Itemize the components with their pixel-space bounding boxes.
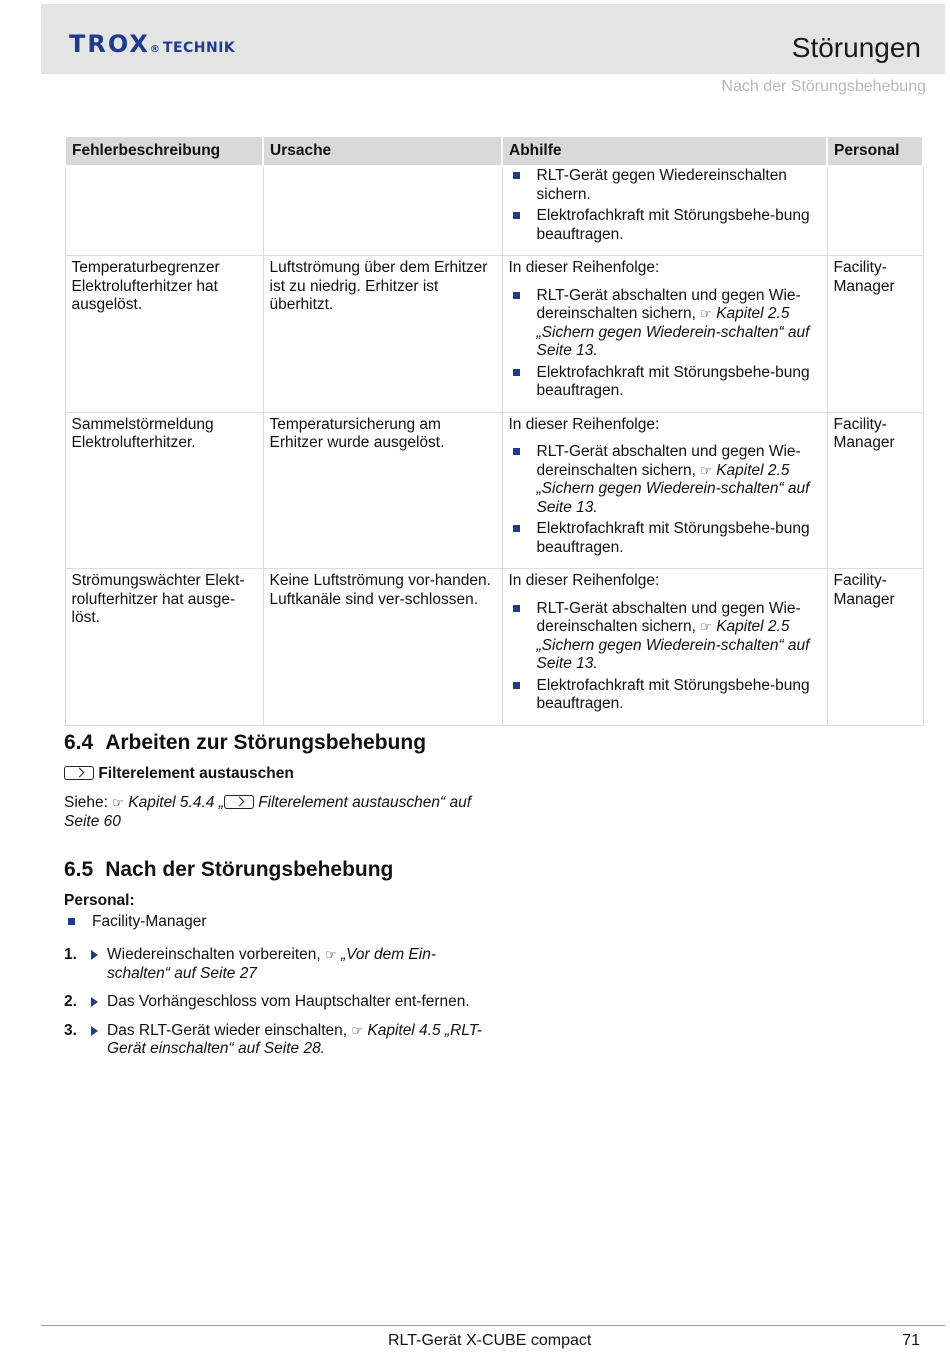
section-heading-6-5: 6.5 Nach der Störungsbehebung	[64, 858, 394, 881]
fault-table	[64, 135, 924, 726]
chapter-link[interactable]: ☞ Kapitel 4.5 „RLT-Gerät einschalten“ auf Seite 28.	[107, 1021, 482, 1057]
error-cell: Temperaturbegrenzer Elektrolufterhitzer hat ausgelöst.	[65, 256, 263, 413]
personnel-list	[64, 913, 464, 934]
section-subtitle: Nach der Störungsbehebung	[721, 78, 926, 95]
chapter-link[interactable]: ☞ Kapitel 5.4.4 „ Filterelement austauschen“ auf Seite 60	[64, 794, 472, 830]
personnel-cell: Facility-Manager	[827, 412, 923, 569]
personnel-cell: Facility-Manager	[827, 569, 923, 726]
logo-registered: ®	[149, 44, 160, 55]
task-step-icon	[224, 795, 254, 809]
remedy-item: Elektrofachkraft mit Störungsbehe-bung beauftragen.	[509, 207, 821, 244]
task-step-icon	[64, 766, 94, 780]
error-cell: Sammelstörmeldung Elektrolufterhitzer.	[65, 412, 263, 569]
remedy-cell	[502, 412, 827, 569]
table-header-row	[65, 136, 923, 166]
procedure-steps	[64, 946, 484, 1069]
col-header-remedy: Abhilfe	[502, 136, 827, 166]
chapter-title: Störungen	[791, 32, 921, 63]
procedure-step: 2. Das Vorhängeschloss vom Hauptschalter ent-fernen.	[64, 993, 470, 1010]
task-heading: Filterelement austauschen	[64, 765, 294, 783]
col-header-cause: Ursache	[263, 136, 502, 166]
col-header-personnel: Personal	[827, 136, 923, 166]
remedy-item: Elektrofachkraft mit Störungsbehe-bung beauftragen.	[509, 364, 821, 401]
remedy-intro: In dieser Reihenfolge:	[508, 259, 660, 276]
reference-arrow-icon: ☞	[700, 306, 712, 321]
remedy-item: RLT-Gerät abschalten und gegen Wie-dereinschalten sichern, ☞ Kapitel 2.5 „Sichern gegen Wiederein-schalten“ auf Seite 13.	[509, 287, 821, 361]
footer-document-title: RLT-Gerät X-CUBE compact	[388, 1332, 592, 1349]
cause-cell: Luftströmung über dem Erhitzer ist zu niedrig. Erhitzer ist überhitzt.	[263, 256, 502, 413]
step-arrow-icon	[91, 997, 98, 1007]
chapter-link[interactable]: ☞ „Vor dem Ein-schalten“ auf Seite 27	[107, 946, 436, 982]
table-row-continued	[65, 166, 923, 256]
logo-main: TROX	[69, 30, 150, 58]
section-heading-6-4: 6.4 Arbeiten zur Störungsbehebung	[64, 731, 427, 754]
reference-arrow-icon: ☞	[700, 462, 712, 478]
logo-sub: TECHNIK	[162, 40, 236, 56]
table-row	[65, 569, 923, 726]
cause-cell: Keine Luftströmung vor-handen. Luftkanäle sind ver-schlossen.	[263, 569, 502, 726]
remedy-cell	[502, 569, 827, 726]
chapter-link[interactable]: ☞ Kapitel 2.5 „Sichern gegen Wiederein-schalten“ auf Seite 13.	[536, 305, 810, 359]
footer-divider	[41, 1325, 945, 1326]
personnel-label: Personal:	[64, 892, 135, 909]
reference-arrow-icon: ☞	[112, 795, 124, 810]
page-number: 71	[902, 1332, 920, 1349]
table-row	[65, 256, 923, 413]
procedure-step: 3. Das RLT-Gerät wieder einschalten, ☞ Kapitel 4.5 „RLT-Gerät einschalten“ auf Seite 28.	[64, 1021, 482, 1057]
step-arrow-icon	[91, 950, 98, 960]
remedy-item: Elektrofachkraft mit Störungsbehe-bung beauftragen.	[509, 677, 821, 714]
step-arrow-icon	[91, 1026, 98, 1036]
reference-arrow-icon: ☞	[700, 619, 712, 634]
remedy-intro: In dieser Reihenfolge:	[508, 415, 660, 433]
chapter-link[interactable]: ☞ Kapitel 2.5 „Sichern gegen Wiederein-schalten“ auf Seite 13.	[536, 461, 810, 516]
col-header-error: Fehlerbeschreibung	[65, 136, 263, 166]
remedy-item: RLT-Gerät abschalten und gegen Wie-dereinschalten sichern, ☞ Kapitel 2.5 „Sichern gegen Wiederein-schalten“ auf Seite 13.	[509, 600, 821, 674]
reference-arrow-icon: ☞	[324, 947, 337, 962]
remedy-item: RLT-Gerät gegen Wiedereinschalten sichern.	[509, 167, 821, 204]
remedy-item: Elektrofachkraft mit Störungsbehe-bung beauftragen.	[509, 520, 821, 557]
page-header	[41, 4, 945, 74]
table-row	[65, 412, 923, 569]
personnel-cell: Facility-Manager	[827, 256, 923, 413]
error-cell: Strömungswächter Elekt-rolufterhitzer hat ausge-löst.	[65, 569, 263, 726]
chapter-link[interactable]: ☞ Kapitel 2.5 „Sichern gegen Wiederein-schalten“ auf Seite 13.	[536, 618, 810, 672]
cause-cell: Temperatursicherung am Erhitzer wurde ausgelöst.	[263, 412, 502, 569]
procedure-step: 1. Wiedereinschalten vorbereiten, ☞ „Vor dem Ein-schalten“ auf Seite 27	[64, 946, 436, 982]
remedy-item: RLT-Gerät abschalten und gegen Wie-dereinschalten sichern, ☞ Kapitel 2.5 „Sichern gegen Wiederein-schalten“ auf Seite 13.	[509, 443, 821, 517]
trox-logo	[69, 30, 235, 58]
reference-arrow-icon: ☞	[351, 1022, 364, 1038]
see-reference: Siehe: ☞ Kapitel 5.4.4 „ Filterelement austauschen“ auf Seite 60	[64, 794, 472, 830]
personnel-item: Facility-Manager	[64, 913, 464, 931]
remedy-cell	[502, 166, 827, 256]
remedy-cell	[502, 256, 827, 413]
remedy-intro: In dieser Reihenfolge:	[508, 572, 660, 589]
